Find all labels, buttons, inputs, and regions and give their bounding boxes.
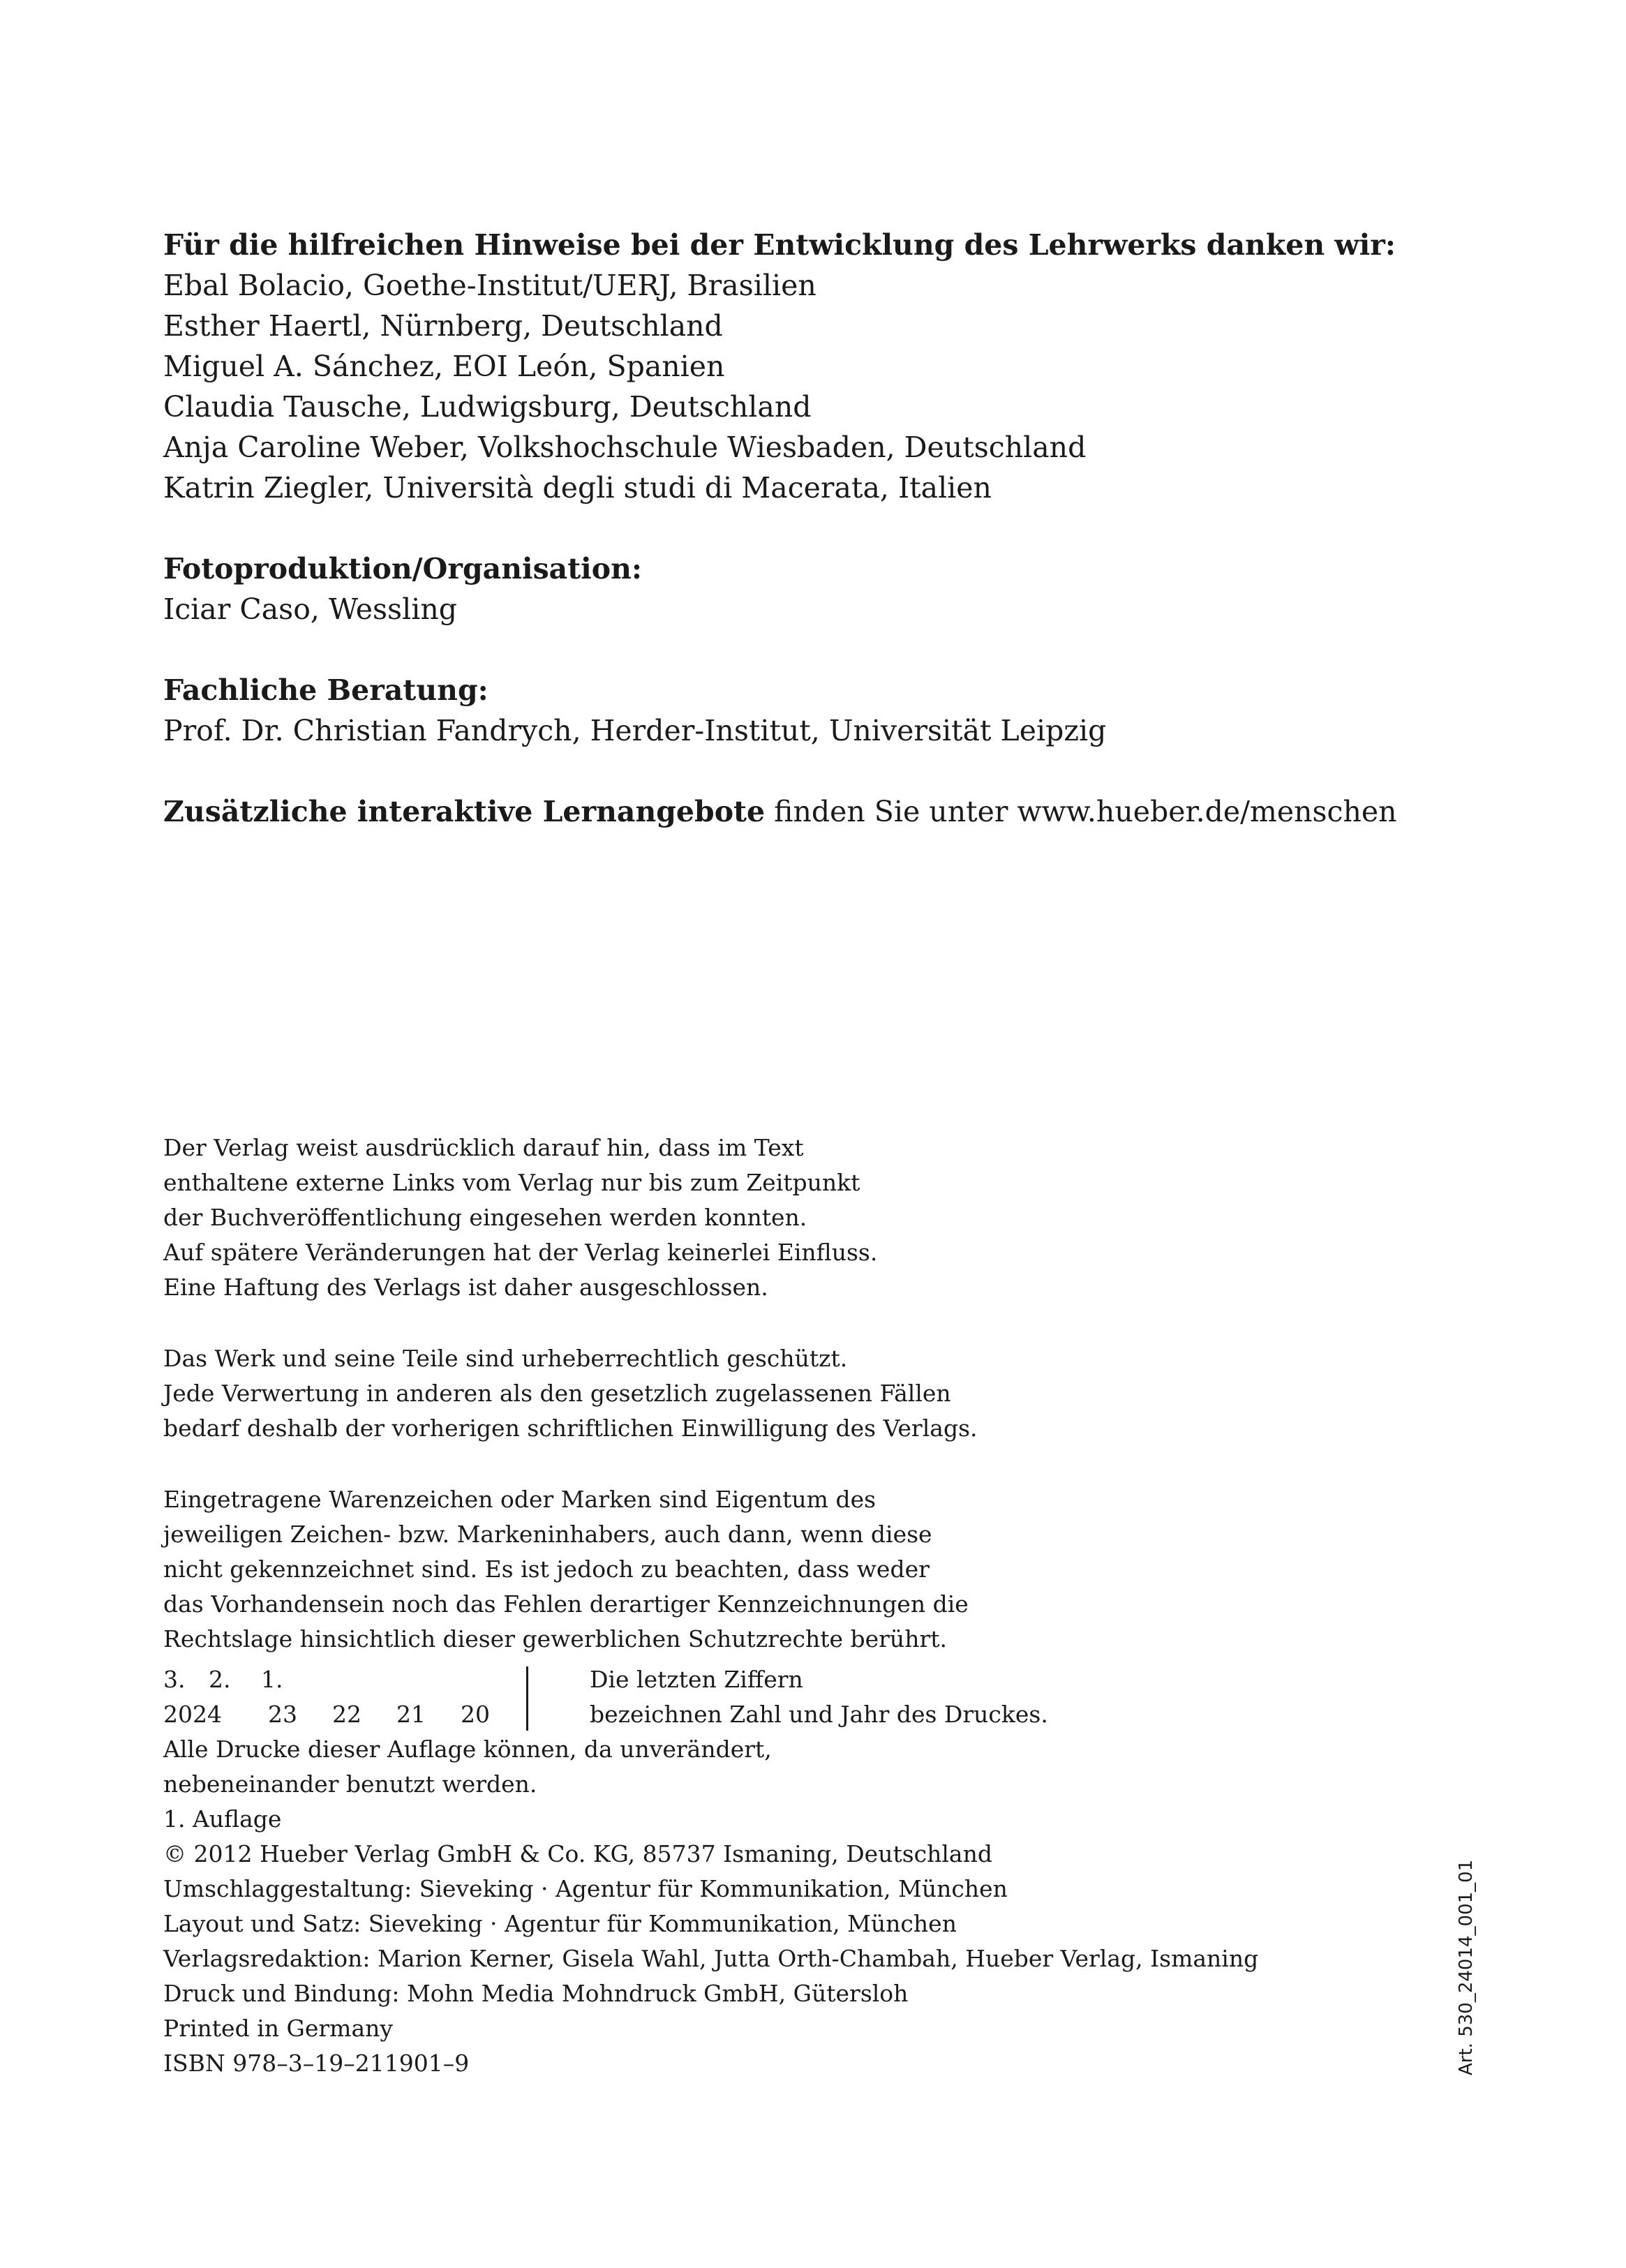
cover-design-line: Umschlaggestaltung: Sieveking · Agentur für Kommunikation, München (163, 1875, 1008, 1902)
isbn-line: ISBN 978–3–19–211901–9 (163, 2050, 470, 2077)
trademark-notice (163, 1482, 978, 1657)
editorial-line: Verlagsredaktion: Marion Kerner, Gisela Wahl, Jutta Orth-Chambah, Hueber Verlag, Ismaning (163, 1945, 1259, 1972)
copyright-line: © 2012 Hueber Verlag GmbH & Co. KG, 85737 Ismaning, Deutschland (163, 1840, 992, 1867)
photo-production-name: Iciar Caso, Wessling (163, 592, 457, 626)
article-number: Art. 530_24014_001_01 (1456, 1859, 1477, 2075)
legal-line: Das Werk und seine Teile sind urheberrechtlich geschützt. (163, 1345, 848, 1372)
edition-digit: 3. (163, 1666, 186, 1693)
legal-line: Der Verlag weist ausdrücklich darauf hin, dass im Text (163, 1134, 804, 1161)
edition-digit: 2. (209, 1666, 231, 1693)
year-digit: 2024 (163, 1701, 222, 1728)
legal-line: jeweiligen Zeichen- bzw. Markeninhabers, auch dann, wenn diese (163, 1521, 932, 1548)
copyright-notice (163, 1341, 978, 1446)
year-digit: 23 (268, 1701, 297, 1728)
print-line: nebeneinander benutzt werden. (163, 1770, 537, 1798)
acknowledgement-name: Claudia Tausche, Ludwigsburg, Deutschland (163, 390, 812, 424)
legal-line: bedarf deshalb der vorherigen schriftlichen Einwilligung des Verlags. (163, 1415, 978, 1442)
spacer (163, 508, 1397, 549)
digits-note-line-1: Die letzten Ziffern (590, 1666, 803, 1693)
legal-line: Eine Haftung des Verlags ist daher ausgeschlossen. (163, 1274, 768, 1301)
acknowledgement-name: Anja Caroline Weber, Volkshochschule Wiesbaden, Deutschland (163, 431, 1087, 464)
online-offer-rest: finden Sie unter www.hueber.de/menschen (765, 795, 1397, 828)
online-offer-bold: Zusätzliche interaktive Lernangebote (163, 795, 766, 828)
year-digit: 20 (461, 1701, 490, 1728)
online-offer-line (163, 791, 1397, 832)
acknowledgement-name: Katrin Ziegler, Università degli studi di Macerata, Italien (163, 471, 992, 505)
layout-line: Layout und Satz: Sieveking · Agentur für Kommunikation, München (163, 1910, 957, 1937)
publication-details (163, 1732, 1258, 2081)
consulting-heading: Fachliche Beratung: (163, 673, 488, 707)
print-line: Alle Drucke dieser Auflage können, da unverändert, (163, 1736, 772, 1763)
consulting-name: Prof. Dr. Christian Fandrych, Herder-Institut, Universität Leipzig (163, 714, 1107, 747)
acknowledgement-name: Miguel A. Sánchez, EOI León, Spanien (163, 350, 725, 383)
acknowledgements-heading: Für die hilfreichen Hinweise bei der Entwicklung des Lehrwerks danken wir: (163, 228, 1396, 262)
legal-line: Eingetragene Warenzeichen oder Marken sind Eigentum des (163, 1486, 877, 1513)
acknowledgement-name: Ebal Bolacio, Goethe-Institut/UERJ, Brasilien (163, 269, 816, 302)
digits-separator (526, 1666, 528, 1731)
legal-line: Auf spätere Veränderungen hat der Verlag keinerlei Einfluss. (163, 1239, 878, 1266)
acknowledgement-name: Esther Haertl, Nürnberg, Deutschland (163, 309, 723, 343)
credits-block (163, 225, 1397, 832)
links-disclaimer (163, 1131, 978, 1305)
legal-line: das Vorhandensein noch das Fehlen derartiger Kennzeichnungen die (163, 1590, 969, 1618)
year-digit: 22 (332, 1701, 361, 1728)
legal-line: der Buchveröffentlichung eingesehen werden konnten. (163, 1204, 807, 1231)
spacer (163, 751, 1397, 791)
legal-line: Jede Verwertung in anderen als den gesetzlich zugelassenen Fällen (163, 1380, 951, 1407)
legal-line: Rechtslage hinsichtlich dieser gewerblichen Schutzrechte berührt. (163, 1625, 947, 1652)
photo-production-heading: Fotoproduktion/Organisation: (163, 552, 643, 585)
spacer (163, 629, 1397, 670)
edition-digit: 1. (261, 1666, 283, 1693)
year-digit: 21 (396, 1701, 426, 1728)
edition-label: 1. Auflage (163, 1805, 282, 1833)
legal-line: nicht gekennzeichnet sind. Es ist jedoch zu beachten, dass weder (163, 1555, 930, 1583)
printing-line: Druck und Bindung: Mohn Media Mohndruck GmbH, Gütersloh (163, 1980, 909, 2007)
printed-in-line: Printed in Germany (163, 2015, 394, 2042)
legal-line: enthaltene externe Links vom Verlag nur bis zum Zeitpunkt (163, 1169, 860, 1196)
legal-notice-block (163, 1131, 978, 1657)
digits-note-line-2: bezeichnen Zahl und Jahr des Druckes. (590, 1701, 1048, 1728)
